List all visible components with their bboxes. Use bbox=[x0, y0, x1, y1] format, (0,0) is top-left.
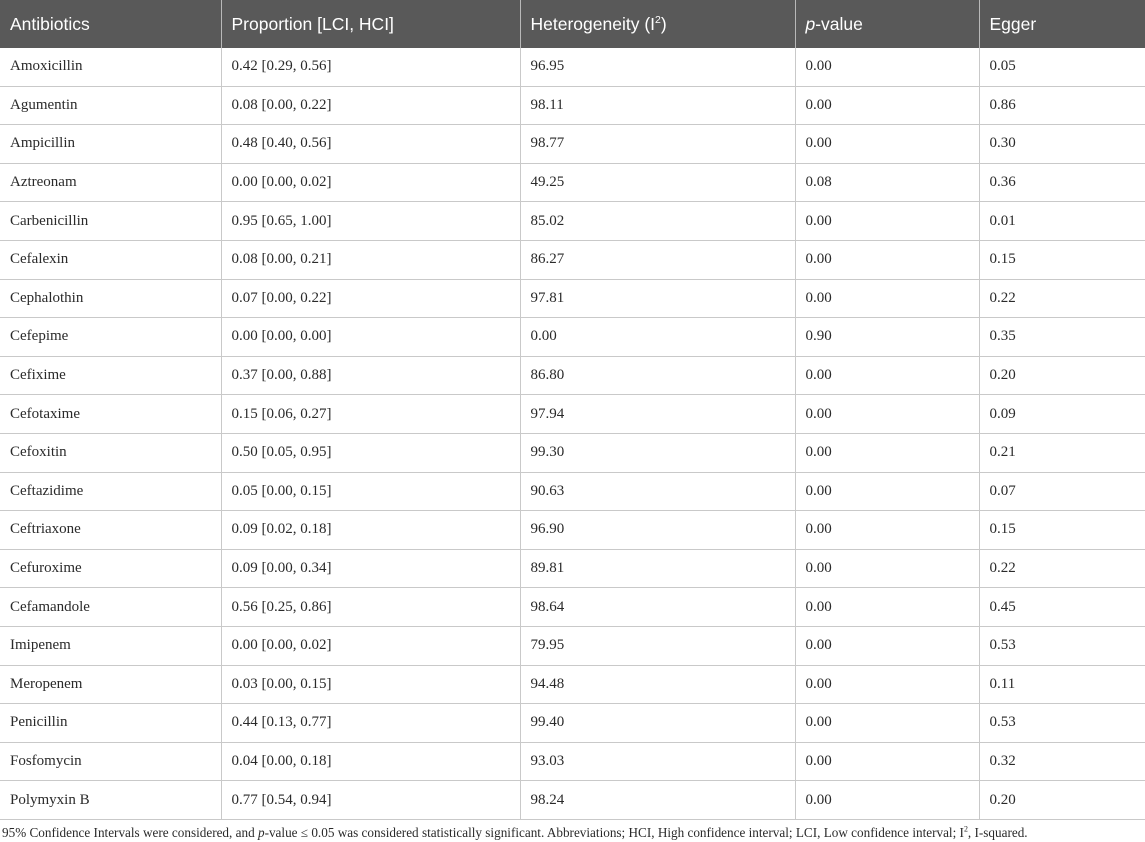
cell-antibiotic: Amoxicillin bbox=[0, 48, 221, 86]
cell-proportion: 0.07 [0.00, 0.22] bbox=[221, 279, 520, 318]
table-row bbox=[0, 472, 1145, 511]
cell-antibiotic: Polymyxin B bbox=[0, 781, 221, 820]
cell-egger: 0.86 bbox=[979, 86, 1145, 125]
cell-heterogeneity: 98.77 bbox=[520, 125, 795, 164]
cell-egger: 0.15 bbox=[979, 240, 1145, 279]
cell-p-value: 0.00 bbox=[795, 433, 979, 472]
header-heterogeneity-sup: 2 bbox=[655, 13, 661, 26]
cell-proportion: 0.05 [0.00, 0.15] bbox=[221, 472, 520, 511]
table-row bbox=[0, 665, 1145, 704]
cell-heterogeneity: 90.63 bbox=[520, 472, 795, 511]
table-header bbox=[0, 0, 1145, 48]
cell-antibiotic: Cefepime bbox=[0, 318, 221, 357]
table-row bbox=[0, 86, 1145, 125]
cell-p-value: 0.08 bbox=[795, 163, 979, 202]
cell-egger: 0.05 bbox=[979, 48, 1145, 86]
cell-egger: 0.53 bbox=[979, 704, 1145, 743]
cell-egger: 0.07 bbox=[979, 472, 1145, 511]
table-row bbox=[0, 511, 1145, 550]
cell-egger: 0.36 bbox=[979, 163, 1145, 202]
cell-egger: 0.21 bbox=[979, 433, 1145, 472]
cell-p-value: 0.00 bbox=[795, 665, 979, 704]
cell-p-value: 0.00 bbox=[795, 626, 979, 665]
cell-egger: 0.22 bbox=[979, 279, 1145, 318]
footnote-part2: -value ≤ 0.05 was considered statistically significant. Abbreviations; HCI, High confidence interval; LCI, Low confidence interval; I bbox=[264, 824, 964, 840]
cell-proportion: 0.48 [0.40, 0.56] bbox=[221, 125, 520, 164]
cell-proportion: 0.95 [0.65, 1.00] bbox=[221, 202, 520, 241]
cell-antibiotic: Carbenicillin bbox=[0, 202, 221, 241]
header-pvalue-p: p bbox=[805, 13, 816, 34]
cell-heterogeneity: 93.03 bbox=[520, 742, 795, 781]
cell-egger: 0.11 bbox=[979, 665, 1145, 704]
cell-p-value: 0.00 bbox=[795, 279, 979, 318]
footnote-p: p bbox=[257, 824, 265, 840]
cell-heterogeneity: 98.24 bbox=[520, 781, 795, 820]
cell-antibiotic: Ceftazidime bbox=[0, 472, 221, 511]
cell-antibiotic: Agumentin bbox=[0, 86, 221, 125]
header-heterogeneity-text: Heterogeneity (I bbox=[530, 13, 656, 34]
header-egger: Egger bbox=[979, 0, 1145, 48]
cell-heterogeneity: 96.95 bbox=[520, 48, 795, 86]
header-heterogeneity bbox=[520, 0, 795, 48]
table-row bbox=[0, 742, 1145, 781]
cell-p-value: 0.00 bbox=[795, 472, 979, 511]
cell-proportion: 0.15 [0.06, 0.27] bbox=[221, 395, 520, 434]
table-row bbox=[0, 125, 1145, 164]
table-row bbox=[0, 163, 1145, 202]
cell-heterogeneity: 99.40 bbox=[520, 704, 795, 743]
cell-egger: 0.35 bbox=[979, 318, 1145, 357]
cell-p-value: 0.00 bbox=[795, 511, 979, 550]
cell-antibiotic: Aztreonam bbox=[0, 163, 221, 202]
cell-antibiotic: Cefalexin bbox=[0, 240, 221, 279]
table-row bbox=[0, 433, 1145, 472]
cell-proportion: 0.08 [0.00, 0.21] bbox=[221, 240, 520, 279]
cell-proportion: 0.42 [0.29, 0.56] bbox=[221, 48, 520, 86]
cell-egger: 0.53 bbox=[979, 626, 1145, 665]
header-antibiotics: Antibiotics bbox=[0, 0, 221, 48]
header-heterogeneity-close: ) bbox=[660, 13, 667, 34]
cell-heterogeneity: 79.95 bbox=[520, 626, 795, 665]
cell-antibiotic: Cefamandole bbox=[0, 588, 221, 627]
cell-heterogeneity: 99.30 bbox=[520, 433, 795, 472]
cell-proportion: 0.04 [0.00, 0.18] bbox=[221, 742, 520, 781]
cell-p-value: 0.00 bbox=[795, 125, 979, 164]
cell-p-value: 0.00 bbox=[795, 356, 979, 395]
table-row bbox=[0, 626, 1145, 665]
table-row bbox=[0, 395, 1145, 434]
table-row bbox=[0, 356, 1145, 395]
header-pvalue bbox=[795, 0, 979, 48]
cell-antibiotic: Cefuroxime bbox=[0, 549, 221, 588]
cell-proportion: 0.00 [0.00, 0.02] bbox=[221, 163, 520, 202]
footnote-part3: , I-squared. bbox=[967, 824, 1028, 840]
table-row bbox=[0, 588, 1145, 627]
cell-proportion: 0.03 [0.00, 0.15] bbox=[221, 665, 520, 704]
table-row bbox=[0, 704, 1145, 743]
cell-heterogeneity: 85.02 bbox=[520, 202, 795, 241]
cell-egger: 0.30 bbox=[979, 125, 1145, 164]
table-row bbox=[0, 202, 1145, 241]
cell-egger: 0.22 bbox=[979, 549, 1145, 588]
cell-p-value: 0.00 bbox=[795, 48, 979, 86]
table-row bbox=[0, 318, 1145, 357]
cell-antibiotic: Fosfomycin bbox=[0, 742, 221, 781]
cell-proportion: 0.77 [0.54, 0.94] bbox=[221, 781, 520, 820]
cell-egger: 0.45 bbox=[979, 588, 1145, 627]
cell-proportion: 0.09 [0.00, 0.34] bbox=[221, 549, 520, 588]
table-footnote bbox=[0, 820, 1145, 841]
cell-egger: 0.20 bbox=[979, 356, 1145, 395]
cell-heterogeneity: 89.81 bbox=[520, 549, 795, 588]
cell-egger: 0.15 bbox=[979, 511, 1145, 550]
footnote-sup: 2 bbox=[963, 824, 968, 834]
header-pvalue-rest: -value bbox=[815, 13, 863, 34]
cell-p-value: 0.00 bbox=[795, 395, 979, 434]
cell-p-value: 0.00 bbox=[795, 86, 979, 125]
cell-egger: 0.20 bbox=[979, 781, 1145, 820]
cell-antibiotic: Ampicillin bbox=[0, 125, 221, 164]
table-row bbox=[0, 781, 1145, 820]
cell-proportion: 0.08 [0.00, 0.22] bbox=[221, 86, 520, 125]
table-row bbox=[0, 279, 1145, 318]
cell-antibiotic: Imipenem bbox=[0, 626, 221, 665]
cell-proportion: 0.44 [0.13, 0.77] bbox=[221, 704, 520, 743]
table-body bbox=[0, 48, 1145, 819]
cell-p-value: 0.00 bbox=[795, 742, 979, 781]
table-row bbox=[0, 48, 1145, 86]
cell-p-value: 0.00 bbox=[795, 202, 979, 241]
cell-proportion: 0.37 [0.00, 0.88] bbox=[221, 356, 520, 395]
cell-proportion: 0.50 [0.05, 0.95] bbox=[221, 433, 520, 472]
cell-heterogeneity: 98.64 bbox=[520, 588, 795, 627]
cell-p-value: 0.00 bbox=[795, 704, 979, 743]
cell-egger: 0.32 bbox=[979, 742, 1145, 781]
cell-heterogeneity: 0.00 bbox=[520, 318, 795, 357]
cell-p-value: 0.00 bbox=[795, 549, 979, 588]
cell-proportion: 0.00 [0.00, 0.00] bbox=[221, 318, 520, 357]
footnote-part1: 95% Confidence Intervals were considered, and bbox=[2, 824, 258, 840]
cell-egger: 0.09 bbox=[979, 395, 1145, 434]
cell-heterogeneity: 86.80 bbox=[520, 356, 795, 395]
cell-heterogeneity: 96.90 bbox=[520, 511, 795, 550]
table-row bbox=[0, 240, 1145, 279]
cell-heterogeneity: 97.81 bbox=[520, 279, 795, 318]
header-row bbox=[0, 0, 1145, 48]
header-proportion: Proportion [LCI, HCI] bbox=[221, 0, 520, 48]
cell-heterogeneity: 98.11 bbox=[520, 86, 795, 125]
cell-antibiotic: Cefotaxime bbox=[0, 395, 221, 434]
cell-antibiotic: Cephalothin bbox=[0, 279, 221, 318]
cell-egger: 0.01 bbox=[979, 202, 1145, 241]
cell-p-value: 0.90 bbox=[795, 318, 979, 357]
cell-p-value: 0.00 bbox=[795, 781, 979, 820]
cell-proportion: 0.09 [0.02, 0.18] bbox=[221, 511, 520, 550]
cell-proportion: 0.56 [0.25, 0.86] bbox=[221, 588, 520, 627]
cell-heterogeneity: 86.27 bbox=[520, 240, 795, 279]
cell-heterogeneity: 94.48 bbox=[520, 665, 795, 704]
cell-antibiotic: Ceftriaxone bbox=[0, 511, 221, 550]
table-row bbox=[0, 549, 1145, 588]
cell-antibiotic: Cefoxitin bbox=[0, 433, 221, 472]
cell-antibiotic: Meropenem bbox=[0, 665, 221, 704]
cell-p-value: 0.00 bbox=[795, 588, 979, 627]
cell-antibiotic: Cefixime bbox=[0, 356, 221, 395]
cell-heterogeneity: 97.94 bbox=[520, 395, 795, 434]
cell-heterogeneity: 49.25 bbox=[520, 163, 795, 202]
cell-proportion: 0.00 [0.00, 0.02] bbox=[221, 626, 520, 665]
cell-antibiotic: Penicillin bbox=[0, 704, 221, 743]
cell-p-value: 0.00 bbox=[795, 240, 979, 279]
